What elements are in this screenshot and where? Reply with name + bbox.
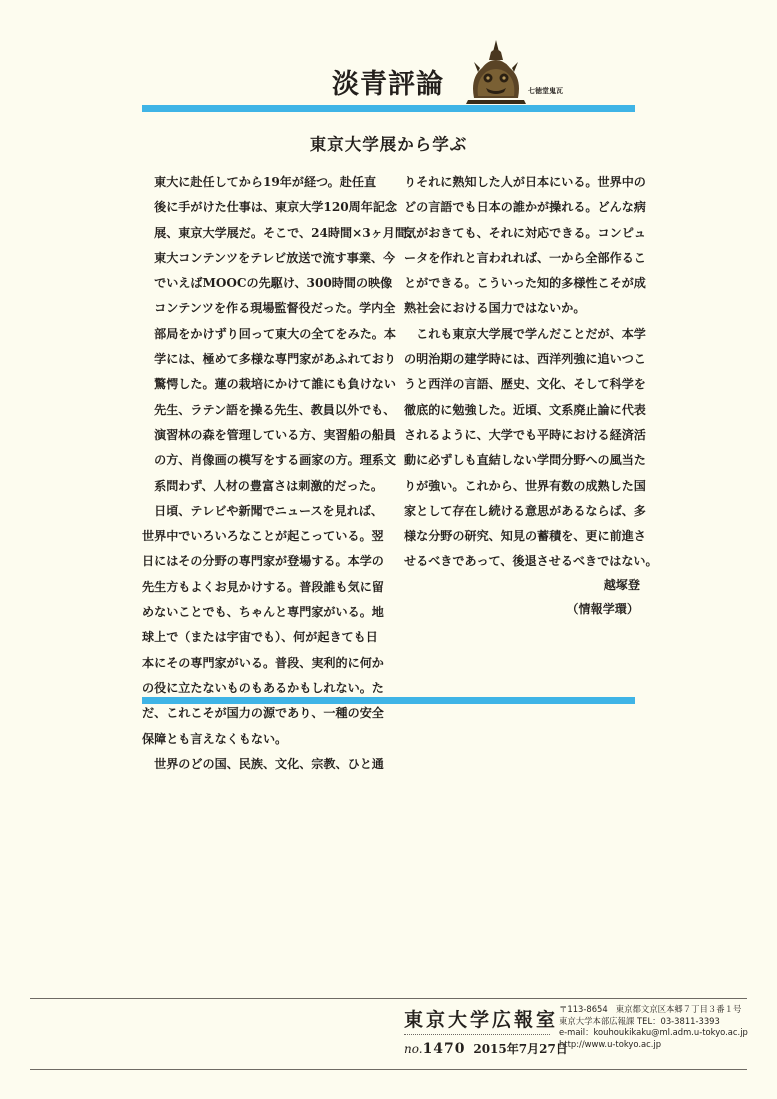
footer-top-rule <box>30 998 747 999</box>
footer-dotted-divider <box>404 1034 550 1035</box>
issue-info <box>404 1040 568 1057</box>
street-address: 東京都文京区本郷７丁目３番１号 <box>615 1004 742 1014</box>
text-line: 先生方もよくお見かけする。普段誰も気に留 <box>142 579 384 594</box>
postal-address-line <box>559 1004 748 1016</box>
text-line: 日にはその分野の専門家が登場する。本学の <box>142 554 384 569</box>
text-line: の明治期の建学時には、西洋列強に追いつこ <box>404 352 646 367</box>
text-line: 東大に赴任してから19年が経つ。赴任直 <box>154 175 377 189</box>
text-line: 徹底的に勉強した。近頃、文系廃止論に代表 <box>404 402 646 417</box>
text-line: うと西洋の言語、歴史、文化、そして科学を <box>404 377 646 392</box>
text-line: 球上で（または宇宙でも）、何が起きても日 <box>142 630 378 645</box>
text-line: めないことでも、ちゃんと専門家がいる。地 <box>142 605 384 620</box>
department-tel: 東京大学本部広報課 TEL：03-3811-3393 <box>559 1015 720 1026</box>
paragraph <box>142 170 420 499</box>
text-line: 日頃、テレビや新聞でニュースを見れば、 <box>154 503 384 518</box>
text-line: 気がおきても、それに対応できる。コンピュ <box>404 225 646 240</box>
text-line: せるべきであって、後退させるべきではない。 <box>404 554 658 569</box>
issue-number: 1470 <box>422 1041 466 1057</box>
text-line: の役に立たないものもあるかもしれない。た <box>142 680 384 695</box>
text-line: 様な分野の研究、知見の蓄積を、更に前進さ <box>404 529 646 544</box>
issue-date: 2015年7月27日 <box>473 1042 568 1056</box>
paragraph <box>142 752 384 777</box>
text-line: 驚愕した。蓮の栽培にかけて誰にも負けない <box>154 377 396 392</box>
email-address: e-mail：kouhoukikaku@ml.adm.u-tokyo.ac.jp <box>559 1027 748 1037</box>
bottom-accent-bar <box>142 697 635 704</box>
text-line: 本にその専門家がいる。普段、実利的に何か <box>142 655 384 670</box>
text-line: 部局をかけずり回って東大の全てをみた。本 <box>154 326 396 341</box>
text-line: とができる。こういった知的多様性こそが成 <box>404 276 646 291</box>
footer-bottom-rule <box>30 1069 747 1070</box>
paragraph <box>404 322 658 575</box>
column-title: 淡青評論 <box>332 69 444 100</box>
article-left-column <box>142 170 420 777</box>
text-line: 展、東京大学展だ。そこで、24時間×3ヶ月間、 <box>154 225 420 240</box>
text-line: ータを作れと言われれば、一から全部作るこ <box>404 250 646 265</box>
text-line: 先生、ラテン語を操る先生、教員以外でも、 <box>154 402 396 417</box>
text-line: 系問わず、人材の豊富さは刺激的だった。 <box>154 478 383 493</box>
text-line: 保障とも言えなくもない。 <box>142 731 288 746</box>
website-url: http://www.u-tokyo.ac.jp <box>559 1038 662 1049</box>
text-line: これも東京大学展で学んだことだが、本学 <box>416 326 646 341</box>
top-accent-bar <box>142 105 635 112</box>
author-name: 越塚登 <box>603 578 640 592</box>
text-line: 世界中でいろいろなことが起こっている。翌 <box>142 529 384 544</box>
onigawara-ornament-image <box>466 38 526 104</box>
text-line: 家として存在し続ける意思があるならば、多 <box>404 503 646 518</box>
publisher-name: 東京大学広報室 <box>404 1009 559 1031</box>
issue-number-label: no. <box>404 1042 423 1056</box>
article-title: 東京大学展から学ぶ <box>309 135 468 154</box>
text-line: 世界のどの国、民族、文化、宗教、ひと通 <box>154 756 384 771</box>
text-line: 熟社会における国力ではないか。 <box>404 301 586 316</box>
paragraph <box>142 499 384 752</box>
contact-info <box>559 1004 748 1050</box>
text-line: 東大コンテンツをテレビ放送で流す事業、今 <box>154 250 396 265</box>
text-line: されるように、大学でも平時における経済活 <box>404 427 646 442</box>
article-right-column <box>404 170 658 575</box>
text-line: の方、肖像画の模写をする画家の方。理系文 <box>154 453 396 468</box>
author-affiliation: （情報学環） <box>566 602 639 616</box>
text-line: りが強い。これから、世界有数の成熟した国 <box>404 478 646 493</box>
postal-code: 〒113-8654 <box>559 1004 608 1014</box>
text-line: でいえばMOOCの先駆け、300時間の映像 <box>154 276 393 291</box>
author-block <box>404 573 640 621</box>
text-line: りそれに熟知した人が日本にいる。世界中の <box>404 175 646 189</box>
text-line: 演習林の森を管理している方、実習船の船員 <box>154 427 396 442</box>
ornament-caption: 七徳堂鬼瓦 <box>528 87 563 95</box>
text-line: コンテンツを作る現場監督役だった。学内全 <box>154 301 396 316</box>
text-line: どの言語でも日本の誰かが操れる。どんな病 <box>404 200 646 215</box>
text-line: 動に必ずしも直結しない学問分野への風当た <box>404 453 646 468</box>
text-line: 後に手がけた仕事は、東京大学120周年記念 <box>154 200 398 215</box>
paragraph <box>404 170 646 322</box>
text-line: だ、これこそが国力の源であり、一種の安全 <box>142 706 384 721</box>
text-line: 学には、極めて多様な専門家があふれており <box>154 352 396 367</box>
